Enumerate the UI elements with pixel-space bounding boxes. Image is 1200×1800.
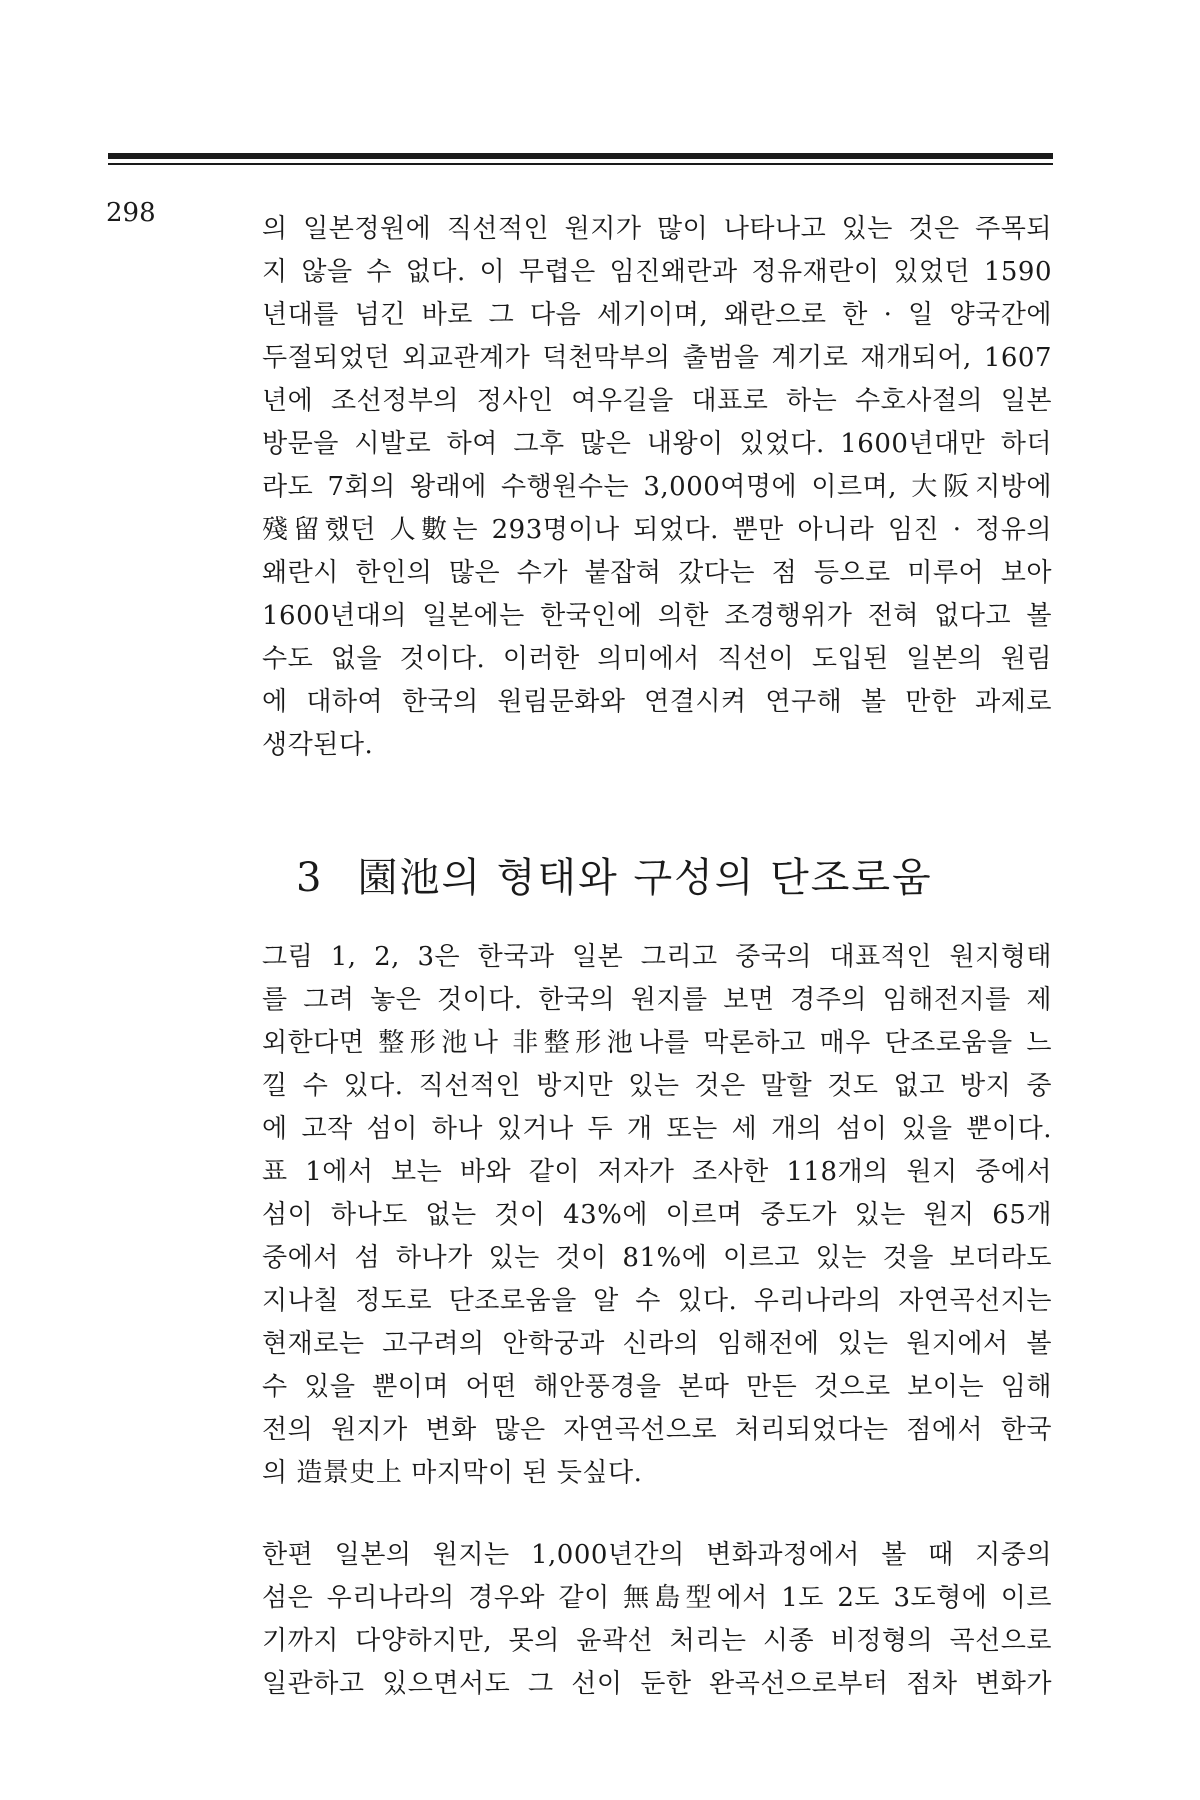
paragraph-2: [262, 936, 1052, 1495]
text-line: 낄 수 있다. 직선적인 방지만 있는 것은 말할 것도 없고 방지 중: [262, 1071, 1052, 1101]
text-line: 에 대하여 한국의 원림문화와 연결시켜 연구해 볼 만한 과제로: [262, 687, 1052, 717]
text-line: 외한다면 整形池나 非整形池나를 막론하고 매우 단조로움을 느: [262, 1028, 1052, 1058]
text-line: 표 1에서 보는 바와 같이 저자가 조사한 118개의 원지 중에서: [262, 1157, 1052, 1187]
text-line: 두절되었던 외교관계가 덕천막부의 출범을 계기로 재개되어, 1607: [262, 343, 1052, 373]
text-line: 일관하고 있으면서도 그 선이 둔한 완곡선으로부터 점차 변화가: [262, 1669, 1052, 1699]
text-line: 殘留했던 人數는 293명이나 되었다. 뿐만 아니라 임진 · 정유의: [262, 515, 1052, 545]
paragraph-3: [262, 1534, 1052, 1706]
text-line: 기까지 다양하지만, 못의 윤곽선 처리는 시종 비정형의 곡선으로: [262, 1626, 1052, 1656]
text-line: 그림 1, 2, 3은 한국과 일본 그리고 중국의 대표적인 원지형태: [262, 942, 1052, 972]
text-line: 지 않을 수 없다. 이 무렵은 임진왜란과 정유재란이 있었던 1590: [262, 257, 1052, 287]
text-line: 의 일본정원에 직선적인 원지가 많이 나타나고 있는 것은 주목되: [262, 214, 1052, 244]
text-line: 한편 일본의 원지는 1,000년간의 변화과정에서 볼 때 지중의: [262, 1540, 1052, 1570]
text-line: 현재로는 고구려의 안학궁과 신라의 임해전에 있는 원지에서 볼: [262, 1329, 1052, 1359]
text-line: 년에 조선정부의 정사인 여우길을 대표로 하는 수호사절의 일본: [262, 386, 1052, 416]
text-line: 왜란시 한인의 많은 수가 붙잡혀 갔다는 점 등으로 미루어 보아: [262, 558, 1052, 588]
text-line: 의 造景史上 마지막이 된 듯싶다.: [262, 1458, 643, 1488]
text-line: 중에서 섬 하나가 있는 것이 81%에 이르고 있는 것을 보더라도: [262, 1243, 1052, 1273]
header-rule-thin: [108, 163, 1053, 165]
text-line: 년대를 넘긴 바로 그 다음 세기이며, 왜란으로 한 · 일 양국간에: [262, 300, 1052, 330]
text-line: 수도 없을 것이다. 이러한 의미에서 직선이 도입된 일본의 원림: [262, 644, 1052, 674]
text-line: 수 있을 뿐이며 어떤 해안풍경을 본따 만든 것으로 보이는 임해: [262, 1372, 1052, 1402]
text-line: 전의 원지가 변화 많은 자연곡선으로 처리되었다는 점에서 한국: [262, 1415, 1052, 1445]
text-line: 라도 7회의 왕래에 수행원수는 3,000여명에 이르며, 大阪지방에: [262, 472, 1052, 502]
text-line: 생각된다.: [262, 730, 374, 760]
text-line: 1600년대의 일본에는 한국인에 의한 조경행위가 전혀 없다고 볼: [262, 601, 1052, 631]
section-title: 園池의 형태와 구성의 단조로움: [357, 855, 933, 901]
text-line: 섬이 하나도 없는 것이 43%에 이르며 중도가 있는 원지 65개: [262, 1200, 1052, 1230]
section-number: 3: [296, 855, 324, 901]
text-line: 섬은 우리나라의 경우와 같이 無島型에서 1도 2도 3도형에 이르: [262, 1583, 1052, 1613]
text-line: 지나칠 정도로 단조로움을 알 수 있다. 우리나라의 자연곡선지는: [262, 1286, 1052, 1316]
text-line: 방문을 시발로 하여 그후 많은 내왕이 있었다. 1600년대만 하더: [262, 429, 1052, 459]
section-heading: [296, 846, 933, 903]
page-number: 298: [106, 198, 156, 228]
text-line: 에 고작 섬이 하나 있거나 두 개 또는 세 개의 섬이 있을 뿐이다.: [262, 1114, 1052, 1144]
paragraph-1: [262, 208, 1052, 767]
text-line: 를 그려 놓은 것이다. 한국의 원지를 보면 경주의 임해전지를 제: [262, 985, 1052, 1015]
header-rule-thick: [108, 153, 1053, 159]
